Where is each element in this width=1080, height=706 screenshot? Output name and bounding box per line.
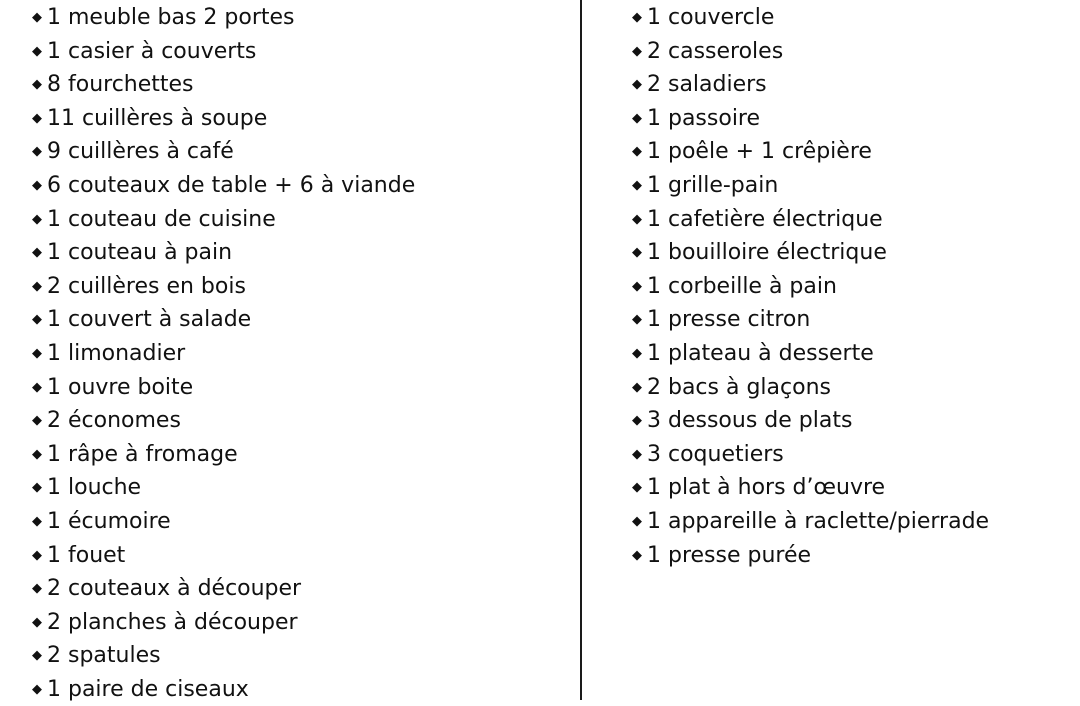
diamond-bullet-icon: ◆ xyxy=(32,312,42,328)
inventory-list-item xyxy=(32,471,415,505)
inventory-item-label: 1 paire de ciseaux xyxy=(47,676,249,702)
diamond-bullet-icon: ◆ xyxy=(632,345,642,361)
inventory-item-label: 1 casier à couverts xyxy=(47,38,257,64)
inventory-list-item xyxy=(32,236,415,270)
diamond-bullet-icon: ◆ xyxy=(632,547,642,563)
inventory-item-label: 2 spatules xyxy=(47,643,161,669)
inventory-item-label: 1 ouvre boite xyxy=(47,374,194,400)
inventory-list-item xyxy=(32,203,415,237)
inventory-list-item xyxy=(32,337,415,371)
inventory-item-label: 3 dessous de plats xyxy=(647,408,853,434)
inventory-list-item xyxy=(32,135,415,169)
diamond-bullet-icon: ◆ xyxy=(632,312,642,328)
inventory-item-label: 1 poêle + 1 crêpière xyxy=(647,139,872,165)
diamond-bullet-icon: ◆ xyxy=(32,278,42,294)
inventory-list-item xyxy=(632,539,989,573)
diamond-bullet-icon: ◆ xyxy=(632,211,642,227)
diamond-bullet-icon: ◆ xyxy=(32,379,42,395)
inventory-list-item xyxy=(32,539,415,573)
inventory-item-label: 1 louche xyxy=(47,475,142,501)
diamond-bullet-icon: ◆ xyxy=(32,480,42,496)
inventory-list-item xyxy=(32,35,415,69)
diamond-bullet-icon: ◆ xyxy=(32,10,42,25)
right-inventory-list xyxy=(632,1,989,572)
inventory-item-label: 1 meuble bas 2 portes xyxy=(47,5,295,30)
inventory-item-label: 1 appareille à raclette/pierrade xyxy=(647,508,990,534)
diamond-bullet-icon: ◆ xyxy=(632,10,642,25)
diamond-bullet-icon: ◆ xyxy=(32,547,42,563)
diamond-bullet-icon: ◆ xyxy=(32,446,42,462)
inventory-list-item xyxy=(32,639,415,673)
diamond-bullet-icon: ◆ xyxy=(32,110,42,126)
diamond-bullet-icon: ◆ xyxy=(32,77,42,93)
diamond-bullet-icon: ◆ xyxy=(632,413,642,429)
diamond-bullet-icon: ◆ xyxy=(632,177,642,193)
inventory-list-item xyxy=(632,371,989,405)
diamond-bullet-icon: ◆ xyxy=(632,379,642,395)
inventory-item-label: 1 corbeille à pain xyxy=(647,273,837,299)
inventory-list-item xyxy=(32,303,415,337)
inventory-item-label: 3 coquetiers xyxy=(647,441,784,467)
diamond-bullet-icon: ◆ xyxy=(32,43,42,59)
inventory-list-item xyxy=(32,606,415,640)
inventory-item-label: 2 bacs à glaçons xyxy=(647,374,831,400)
inventory-item-label: 2 casseroles xyxy=(647,38,784,64)
diamond-bullet-icon: ◆ xyxy=(632,77,642,93)
diamond-bullet-icon: ◆ xyxy=(632,245,642,261)
diamond-bullet-icon: ◆ xyxy=(632,480,642,496)
inventory-list-item xyxy=(32,169,415,203)
diamond-bullet-icon: ◆ xyxy=(632,513,642,529)
diamond-bullet-icon: ◆ xyxy=(32,513,42,529)
diamond-bullet-icon: ◆ xyxy=(32,648,42,664)
inventory-item-label: 1 presse purée xyxy=(647,542,812,568)
inventory-list-item xyxy=(32,1,415,35)
inventory-list-item xyxy=(632,270,989,304)
diamond-bullet-icon: ◆ xyxy=(632,43,642,59)
diamond-bullet-icon: ◆ xyxy=(632,446,642,462)
inventory-item-label: 1 passoire xyxy=(647,105,761,131)
inventory-list-item xyxy=(632,404,989,438)
inventory-list-item xyxy=(632,35,989,69)
inventory-item-label: 1 écumoire xyxy=(47,508,171,534)
left-inventory-list xyxy=(32,1,415,706)
inventory-list-item xyxy=(32,371,415,405)
inventory-item-label: 2 planches à découper xyxy=(47,609,298,635)
diamond-bullet-icon: ◆ xyxy=(32,345,42,361)
inventory-item-label: 2 saladiers xyxy=(647,72,767,98)
diamond-bullet-icon: ◆ xyxy=(32,211,42,227)
inventory-item-label: 9 cuillères à café xyxy=(47,139,234,165)
inventory-item-label: 1 presse citron xyxy=(647,307,811,333)
inventory-list-item xyxy=(632,169,989,203)
inventory-list-item xyxy=(632,68,989,102)
inventory-item-label: 1 plateau à desserte xyxy=(647,340,874,366)
inventory-item-label: 2 cuillères en bois xyxy=(47,273,246,299)
inventory-item-label: 1 fouet xyxy=(47,542,126,568)
inventory-list-item xyxy=(32,270,415,304)
diamond-bullet-icon: ◆ xyxy=(632,110,642,126)
inventory-list-item xyxy=(632,203,989,237)
diamond-bullet-icon: ◆ xyxy=(32,614,42,630)
inventory-list-item xyxy=(632,1,989,35)
inventory-item-label: 1 limonadier xyxy=(47,340,186,366)
diamond-bullet-icon: ◆ xyxy=(632,144,642,160)
inventory-list-item xyxy=(632,337,989,371)
inventory-item-label: 1 cafetière électrique xyxy=(647,206,883,232)
inventory-item-label: 1 couteau à pain xyxy=(47,240,233,266)
inventory-list-item xyxy=(632,102,989,136)
inventory-list-item xyxy=(632,303,989,337)
inventory-item-label: 1 couvercle xyxy=(647,5,775,30)
inventory-list-item xyxy=(632,505,989,539)
inventory-item-label: 2 économes xyxy=(47,408,181,434)
diamond-bullet-icon: ◆ xyxy=(32,245,42,261)
inventory-item-label: 2 couteaux à découper xyxy=(47,576,302,602)
inventory-list-item xyxy=(32,404,415,438)
inventory-item-label: 8 fourchettes xyxy=(47,72,194,98)
inventory-item-label: 1 bouilloire électrique xyxy=(647,240,887,266)
inventory-list-item xyxy=(632,471,989,505)
diamond-bullet-icon: ◆ xyxy=(632,278,642,294)
inventory-list-item xyxy=(32,68,415,102)
inventory-list-item xyxy=(632,438,989,472)
inventory-list-item xyxy=(32,505,415,539)
inventory-item-label: 6 couteaux de table + 6 à viande xyxy=(47,172,416,198)
inventory-item-label: 1 grille-pain xyxy=(647,172,779,198)
inventory-list-item xyxy=(32,572,415,606)
diamond-bullet-icon: ◆ xyxy=(32,177,42,193)
inventory-list-item xyxy=(32,438,415,472)
inventory-item-label: 1 couvert à salade xyxy=(47,307,252,333)
inventory-list-item xyxy=(632,236,989,270)
diamond-bullet-icon: ◆ xyxy=(32,144,42,160)
inventory-item-label: 1 plat à hors d’œuvre xyxy=(647,475,886,501)
inventory-list-item xyxy=(32,673,415,706)
inventory-item-label: 1 couteau de cuisine xyxy=(47,206,276,232)
inventory-list-item xyxy=(32,102,415,136)
diamond-bullet-icon: ◆ xyxy=(32,581,42,597)
inventory-item-label: 11 cuillères à soupe xyxy=(47,105,268,131)
inventory-list-item xyxy=(632,135,989,169)
inventory-item-label: 1 râpe à fromage xyxy=(47,441,238,467)
column-divider xyxy=(580,0,582,700)
diamond-bullet-icon: ◆ xyxy=(32,413,42,429)
diamond-bullet-icon: ◆ xyxy=(32,681,42,697)
